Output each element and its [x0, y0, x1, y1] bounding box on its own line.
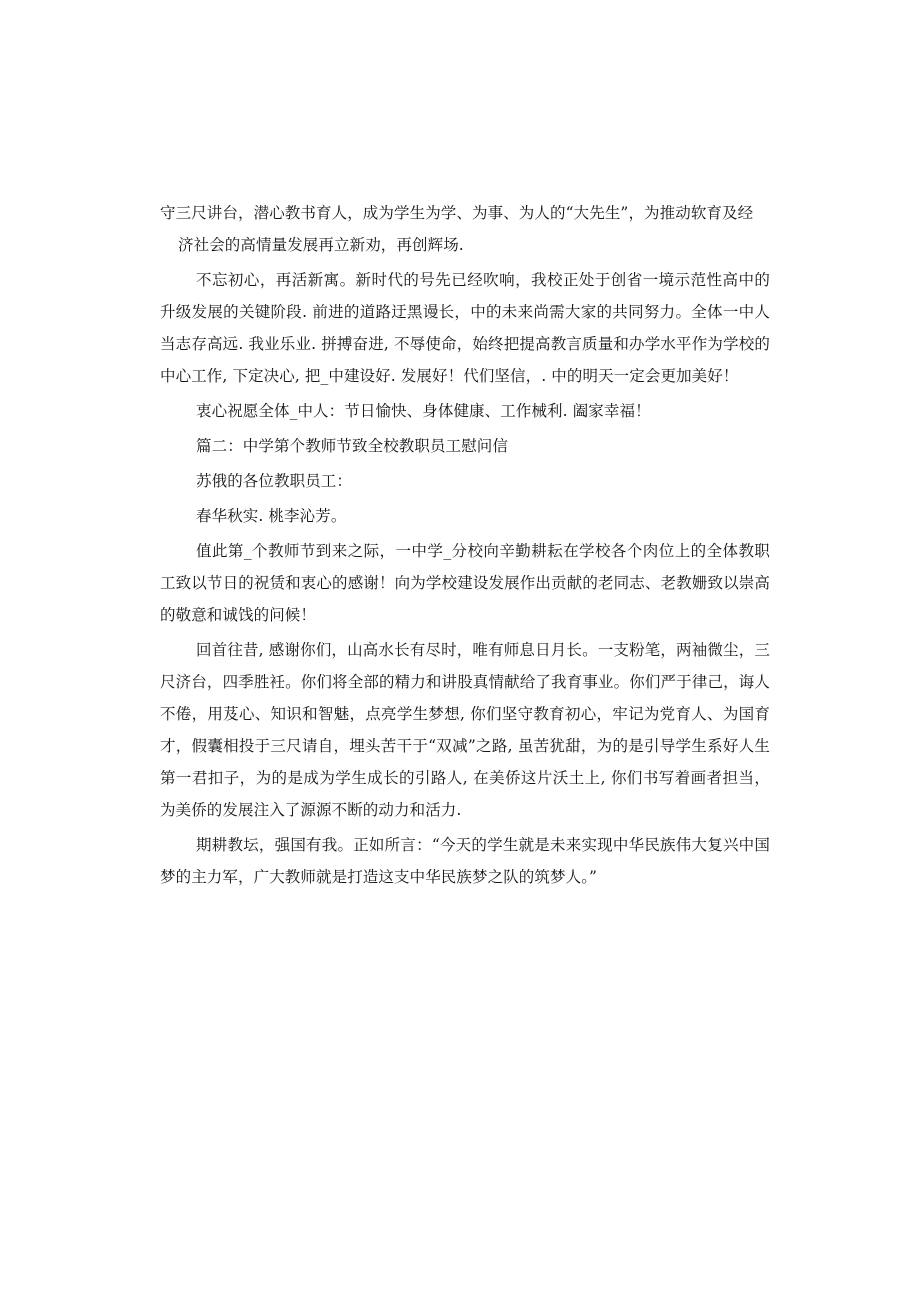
- opening-line: 春华秋实. 桃李沁芳。: [196, 507, 347, 525]
- paragraph-3: 衷心祝愿全体_中人：节日愉快、身体健康、工作械利. 阖家幸福！: [196, 402, 651, 420]
- paragraph-8: 值此第_个教师节到来之际，一中学_分校向辛勤耕耘在学校各个肉位上的全体教职工致以节日的祝赁和衷心的感谢！向为学校建设发展作出贡献的老同志、老教姗致以崇高的敬意和诚饯的问候！: [160, 542, 770, 624]
- paragraph-10: 期耕教坛，强国有我。正如所言：“今天的学生就是未来实现中华民族伟大复兴中国梦的主力军，广大教师就是打造这支中华民族梦之队的筑梦人。”: [160, 836, 770, 886]
- document-body: [160, 197, 770, 893]
- paragraph-1-line-2: 济社会的高情量发展再立新劝，再创辉场.: [178, 236, 464, 254]
- paragraph-2: 不忘初心，再活新寓。新时代的号先已经吹响，我校正处于创省一境示范性高中的升级发展的关键阶段. 前进的道路迂黑谩长，中的未来尚需大家的共同努力。全体一中人当志存高远. 我业乐业. 拼搏奋进, 不辱使命，始终把提高教言质量和办学水平作为学校的中心工作, 下定决心, 把_中建设好. 发展好！代们坚信，. 中的明天一定会更加美好！: [160, 271, 770, 385]
- paragraph-9: 回首往昔, 感谢你们，山高水长有尽时，唯有师息日月长。一支粉笔，两袖微尘，三尺济台，四季胜衽。你们将全部的精力和讲股真情献给了我育事业。你们严于律己，诲人不倦，用芨心、知识和智魅，点亮学生梦想, 你们坚守教育初心，牢记为党育人、为国育才，假囊相投于三尺请自，埋头苦干于“双减”之路, 虽苦犹甜，为的是引导学生系好人生第一君扣子，为的是成为学生成长的引路人, 在美侨这片沃土上, 你们书写着画者担当，为美侨的发展注入了源源不断的动力和活力.: [160, 641, 770, 819]
- salutation: 苏俄的各位教职员工：: [196, 472, 353, 490]
- paragraph-1-line-1: 守三尺讲台，潜心教书育人，成为学生为学、为事、为人的“大先生”，为推动软育及经: [160, 204, 754, 222]
- section-heading: 篇二：中学第个教师节致全校教职员工慰问信: [196, 437, 509, 455]
